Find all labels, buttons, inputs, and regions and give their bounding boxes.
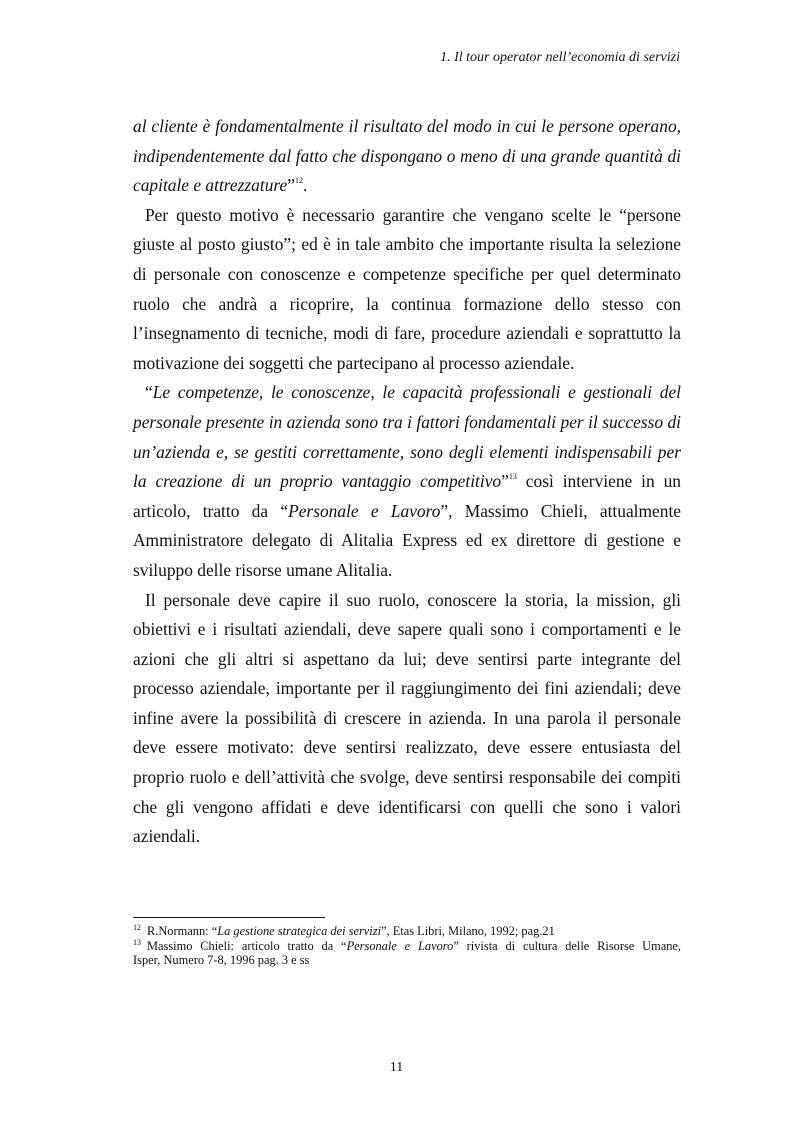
footnote-13-continued: Isper, Numero 7-8, 1996 pag. 3 e ss (133, 953, 310, 968)
text-line (133, 438, 681, 468)
text-span: articolo, tratto da “ (133, 500, 289, 521)
text-line (133, 142, 681, 172)
text-line: azioni che gli altri si aspettano da lui; deve sentirsi parte integrante del (133, 648, 681, 669)
italic-text: Personale e Lavoro (288, 500, 441, 521)
quote-mark: ” (287, 175, 295, 196)
text-line: Amministratore delegato di Alitalia Express ed ex direttore di gestione e (133, 530, 681, 551)
text-span: . (302, 175, 308, 196)
italic-text: capitale e attrezzature (133, 175, 288, 196)
text-line: Per questo motivo è necessario garantire che vengano scelte le “persone (145, 204, 681, 225)
text-line: l’insegnamento di tecniche, modi di fare, procedure aziendali e soprattutto la (133, 323, 681, 344)
text-line (133, 408, 681, 438)
text-line: aziendali. (133, 826, 201, 847)
italic-text: al cliente è fondamentalmente il risultato del modo in cui le persone operano, (133, 116, 681, 136)
text-span: R.Normann: “ (147, 924, 218, 938)
text-line: motivazione dei soggetti che partecipano al processo aziendale. (133, 352, 575, 373)
italic-text: la creazione di un proprio vantaggio competitivo (133, 471, 502, 492)
italic-text: La gestione strategica dei servizi (217, 924, 382, 938)
footnotes (133, 924, 681, 968)
italic-text: Personale e Lavoro (346, 938, 454, 953)
text-line: infine avere la possibilità di crescere in azienda. In una parola il personale (133, 707, 681, 728)
text-line: proprio ruolo e dell’attività che svolge, deve sentirsi responsabile dei compiti (133, 767, 681, 788)
text-line (133, 112, 681, 142)
text-line: di personale con conoscenze e competenze specifiche per quel determinato (133, 263, 681, 284)
text-line: processo aziendale, importante per il raggiungimento dei fini aziendali; deve (133, 678, 681, 699)
text-line (133, 497, 681, 527)
text-span: ” rivista di cultura delle Risorse Umane, (453, 938, 682, 953)
text-line (133, 378, 681, 408)
page-number: 11 (389, 1060, 404, 1075)
body-text (133, 112, 681, 852)
text-line (133, 171, 681, 201)
text-line: obiettivi e i risultati aziendali, deve sapere quali sono i comportamenti e le (133, 619, 681, 640)
running-header: 1. Il tour operator nell’economia di servizi (440, 50, 680, 65)
quote-mark: “ (145, 382, 153, 403)
paragraph-continued-quote (133, 112, 681, 201)
text-span: ”, Etas Libri, Milano, 1992; pag.21 (381, 924, 555, 938)
italic-text: personale presente in azienda sono tra i fattori fondamentali per il successo di (133, 411, 681, 432)
italic-text: indipendentemente dal fatto che dispongano o meno di una grande quantità di (133, 145, 681, 166)
text-line (133, 467, 681, 497)
text-line: ruolo che andrà a ricoprire, la continua formazione dello stesso con (133, 293, 681, 314)
footnote-13 (133, 939, 681, 954)
footnote-ref-13[interactable]: 13 (508, 472, 517, 482)
footnote-12 (133, 924, 681, 939)
footnote-number: 12 (133, 923, 141, 932)
italic-text: un’azienda e, se gestiti correttamente, sono degli elementi indispensabili per (133, 441, 681, 462)
text-line: giuste al posto giusto”; ed è in tale ambito che importante risulta la selezione (133, 234, 681, 255)
footnote-ref-12[interactable]: 12 (294, 176, 303, 186)
text-line: Il personale deve capire il suo ruolo, conoscere la storia, la mission, gli (145, 589, 681, 610)
text-span: ”, Massimo Chieli, attualmente (440, 500, 682, 521)
text-line: deve essere motivato: deve sentirsi realizzato, deve essere entusiasta del (133, 737, 681, 758)
paragraph-selection (133, 201, 681, 379)
quote-mark: ” (501, 471, 509, 492)
text-line: sviluppo delle risorse umane Alitalia. (133, 559, 393, 580)
footnote-number: 13 (133, 937, 141, 947)
paragraph-staff-role (133, 586, 681, 852)
footnote-separator (133, 917, 325, 918)
text-span: così interviene in un (516, 471, 681, 492)
text-line: che gli vengono affidati e deve identificarsi con quelli che sono i valori (133, 796, 681, 817)
text-span: Massimo Chieli: articolo tratto da “ (147, 938, 347, 953)
paragraph-chieli-quote (133, 378, 681, 585)
italic-text: Le competenze, le conoscenze, le capacità professionali e gestionali del (152, 382, 681, 403)
